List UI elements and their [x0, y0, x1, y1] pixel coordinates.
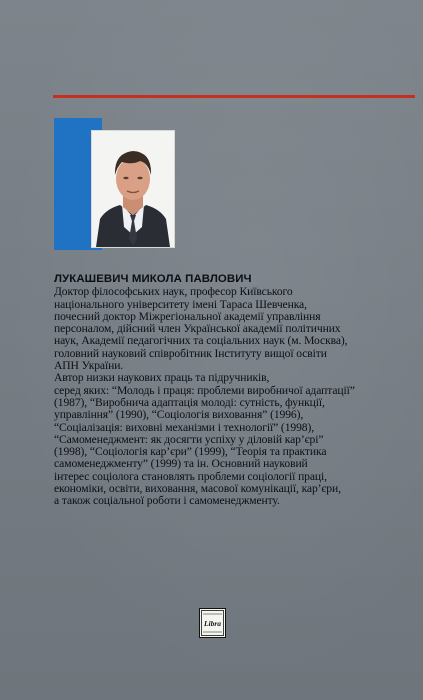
works-line: (1998), “Соціологія кар’єри” (1999), “Теорія та практика [54, 445, 327, 459]
works-line: самоменеджменту” (1999) та ін. Основний науковий [54, 457, 308, 471]
works-line: (1987), “Виробнича адаптація молоді: сутність, функції, [54, 395, 325, 409]
works-line: Автор низки наукових праць та підручників, [54, 371, 270, 385]
author-name: ЛУКАШЕВИЧ МИКОЛА ПАВЛОВИЧ [54, 273, 252, 285]
works-line: серед яких: “Молодь і праця: проблеми виробничої адаптації” [54, 383, 355, 397]
author-portrait-icon [92, 131, 174, 247]
bio-line: наук, Академії педагогічних та соціальних наук (м. Москва), [54, 334, 348, 348]
bio-line: національного університету імені Тараса Шевченка, [54, 297, 307, 311]
works-line: “Соціалізація: виховні механізми і технології” (1998), [54, 420, 315, 434]
bio-line: персоналом, дійсний член Української академії політичних [54, 322, 341, 336]
top-divider-rule [53, 95, 415, 98]
bio-line: головний науковий співробітник Інституту вищої освіти [54, 346, 327, 360]
bio-line: Доктор філософських наук, професор Київського [54, 285, 293, 299]
publisher-logo-text: Libra [203, 619, 222, 628]
author-photo [91, 130, 175, 248]
bio-line: АПН України. [54, 359, 124, 373]
author-bio [54, 286, 414, 372]
bio-line: почесний доктор Міжрегіональної академії управління [54, 309, 321, 323]
works-line: управління” (1990), “Соціологія виховання” (1996), [54, 408, 304, 422]
author-info [54, 273, 414, 508]
publisher-logo-icon [199, 608, 226, 638]
works-line: “Самоменеджмент: як досягти успіху у діловій кар’єрі” [54, 432, 324, 446]
works-line: інтерес соціолога становлять проблеми соціології праці, [54, 469, 327, 483]
author-works [54, 372, 414, 507]
works-line: економіки, освіти, виховання, масової комунікації, кар’єри, [54, 482, 341, 496]
works-line: а також соціальної роботи і самоменеджменту. [54, 494, 280, 508]
